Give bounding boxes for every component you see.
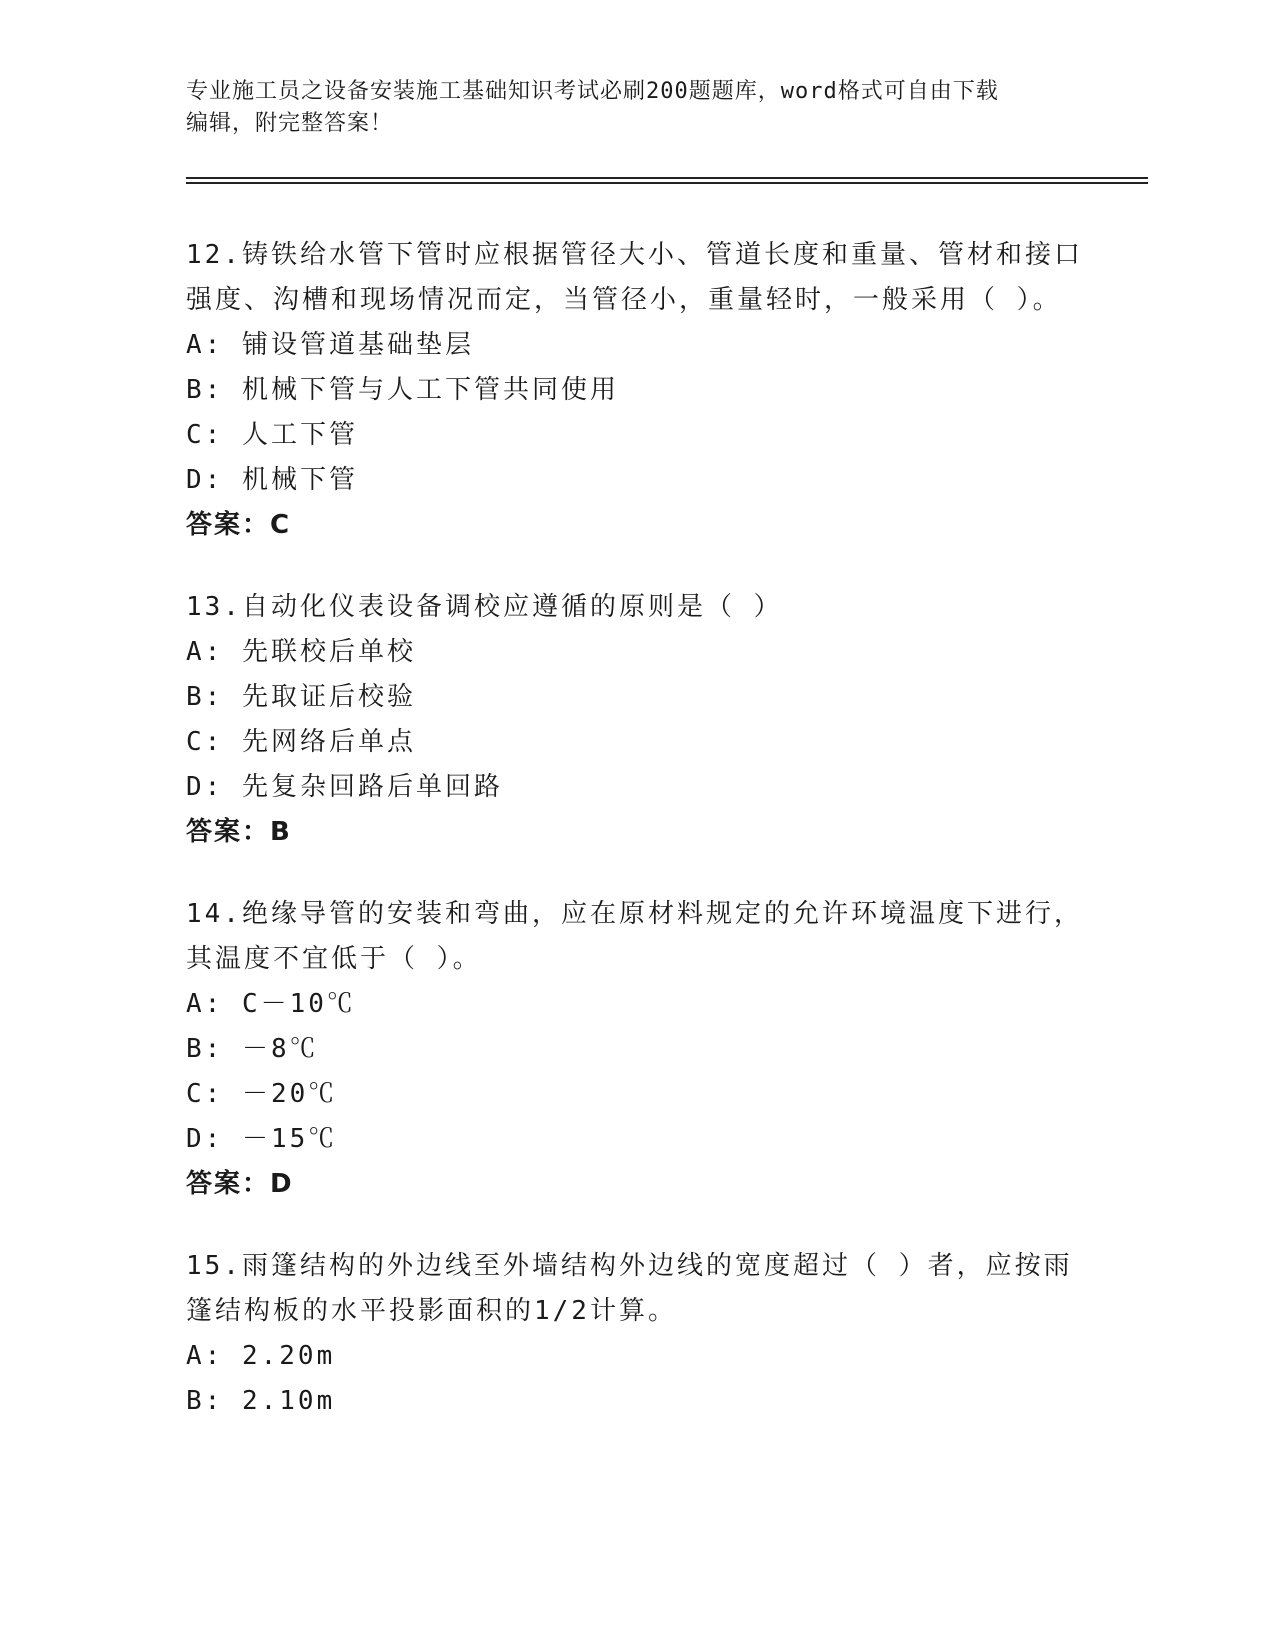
question-stem: 12.铸铁给水管下管时应根据管径大小、管道长度和重量、管材和接口 xyxy=(186,240,1083,270)
option-a: A: 铺设管道基础垫层 xyxy=(186,330,474,360)
header-divider-top xyxy=(186,177,1148,179)
header-divider-bottom xyxy=(186,182,1148,184)
option-c: C: 人工下管 xyxy=(186,420,358,450)
option-b: B: 机械下管与人工下管共同使用 xyxy=(186,375,619,405)
question-12 xyxy=(186,233,1086,548)
option-a: A: 2.20m xyxy=(186,1341,336,1371)
option-c: C: 先网络后单点 xyxy=(186,727,416,757)
header-line-1: 专业施工员之设备安装施工基础知识考试必刷200题题库，word格式可自由下载 xyxy=(186,79,999,104)
question-13 xyxy=(186,585,1086,855)
option-b: B: －8℃ xyxy=(186,1034,319,1064)
option-d: D: －15℃ xyxy=(186,1124,338,1154)
question-stem: 13.自动化仪表设备调校应遵循的原则是（ ） xyxy=(186,592,783,622)
question-15 xyxy=(186,1244,1086,1424)
question-stem: 15.雨篷结构的外边线至外墙结构外边线的宽度超过（ ）者，应按雨 xyxy=(186,1251,1073,1281)
question-stem-continued: 强度、沟槽和现场情况而定，当管径小，重量轻时，一般采用（ ）。 xyxy=(186,285,1062,315)
document-header xyxy=(186,76,1066,140)
option-d: D: 先复杂回路后单回路 xyxy=(186,772,503,802)
option-c: C: －20℃ xyxy=(186,1079,338,1109)
header-line-2: 编辑，附完整答案！ xyxy=(186,111,394,136)
question-list xyxy=(186,233,1086,1461)
option-a: A: 先联校后单校 xyxy=(186,637,416,667)
answer: 答案：B xyxy=(186,817,292,847)
option-d: D: 机械下管 xyxy=(186,465,358,495)
question-14 xyxy=(186,892,1086,1207)
answer: 答案：D xyxy=(186,1169,294,1199)
option-b: B: 先取证后校验 xyxy=(186,682,416,712)
option-a: A: C－10℃ xyxy=(186,989,356,1019)
question-stem: 14.绝缘导管的安装和弯曲，应在原材料规定的允许环境温度下进行， xyxy=(186,899,1083,929)
option-b: B: 2.10m xyxy=(186,1386,336,1416)
answer: 答案：C xyxy=(186,510,292,540)
question-stem-continued: 其温度不宜低于（ ）。 xyxy=(186,944,482,974)
question-stem-continued: 篷结构板的水平投影面积的1/2计算。 xyxy=(186,1296,677,1326)
